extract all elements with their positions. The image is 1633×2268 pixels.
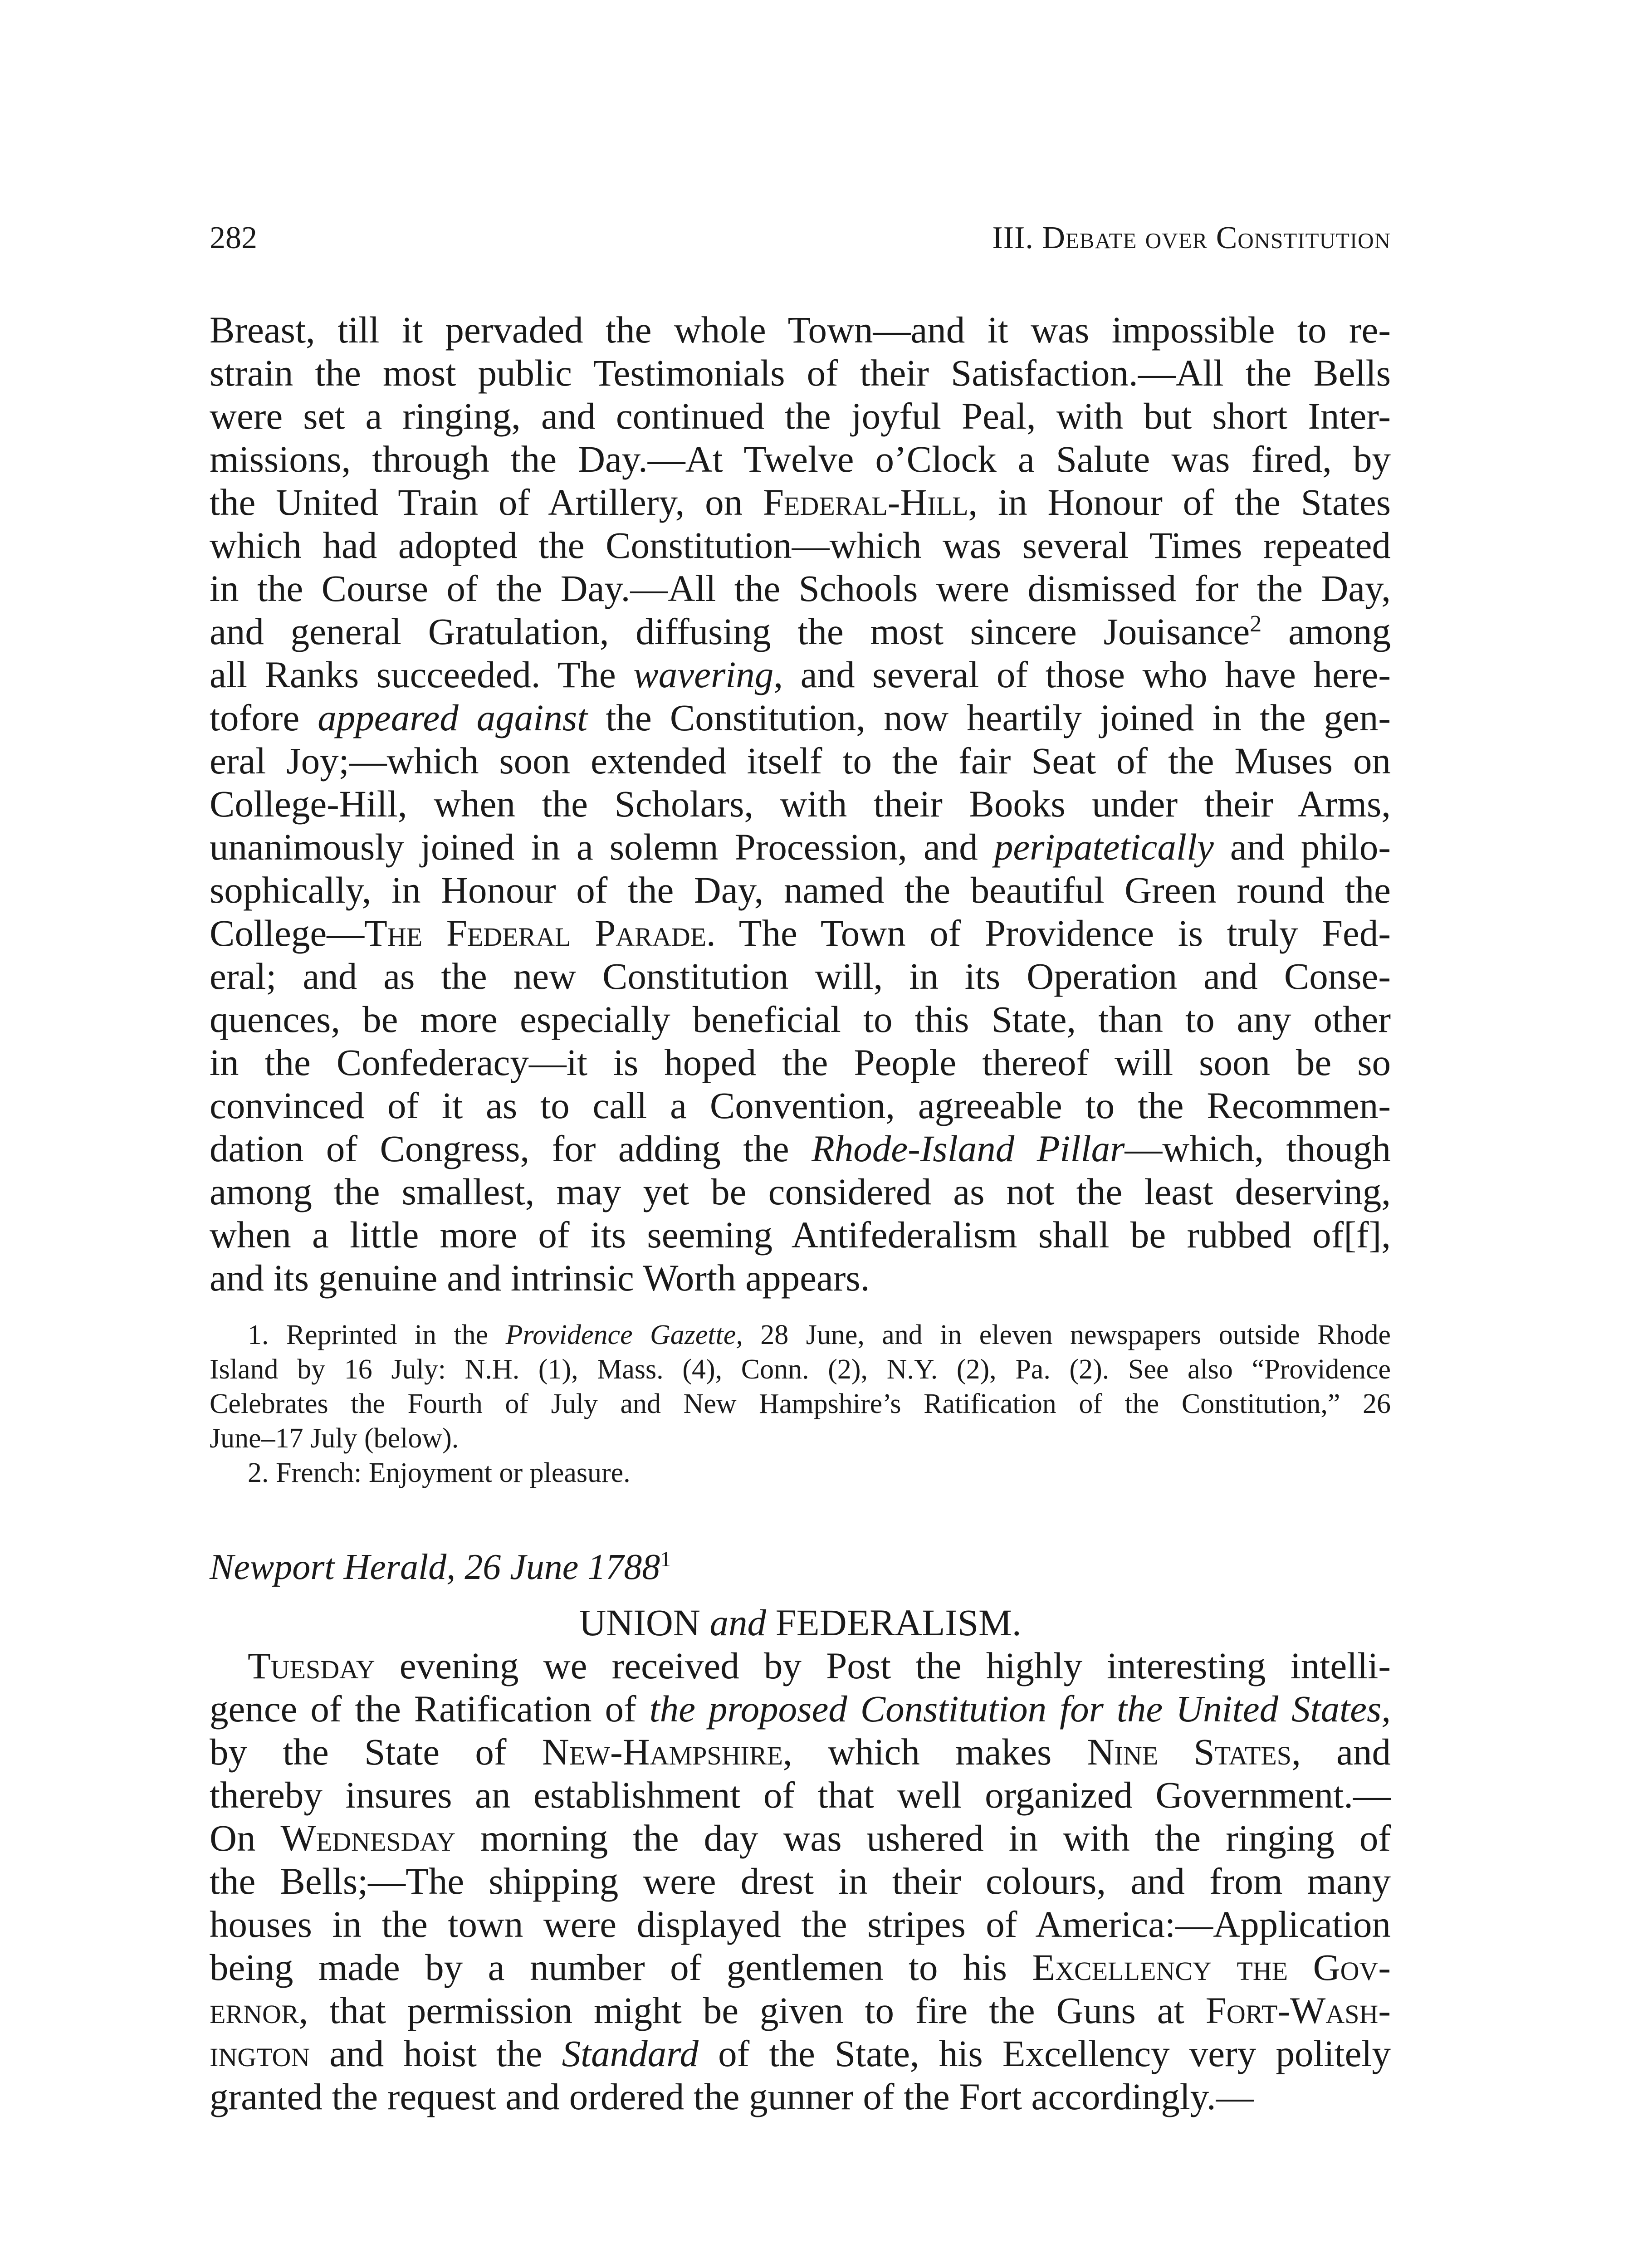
body-line: and its genuine and intrinsic Worth appears. xyxy=(210,1257,870,1299)
body-line: gence of the Ratification of the proposed Constitution for the United States, xyxy=(210,1688,1391,1730)
body-line: tofore appeared against the Constitution, now heartily joined in the gen- xyxy=(210,697,1391,738)
federal-hill-name: Federal-Hill xyxy=(763,481,968,523)
body-line: eral Joy;—which soon extended itself to the fair Seat of the Muses on xyxy=(210,740,1391,782)
providence-gazette-italic: Providence Gazette, xyxy=(505,1320,743,1350)
footnote-ref-2: 2 xyxy=(1250,611,1262,637)
federal-parade-name: The Federal Parade xyxy=(364,912,707,954)
body-line: in the Confederacy—it is hoped the People thereof will soon be so xyxy=(210,1041,1391,1083)
page-number: 282 xyxy=(210,220,257,255)
appeared-against-italic: appeared against xyxy=(318,697,588,738)
footnote-1-line: June–17 July (below). xyxy=(210,1423,459,1454)
body-line: the United Train of Artillery, on Federal-Hill, in Honour of the States xyxy=(210,481,1391,523)
body-line: strain the most public Testimonials of their Satisfaction.—All the Bells xyxy=(210,352,1391,394)
body-line: all Ranks succeeded. The wavering, and several of those who have here- xyxy=(210,654,1391,695)
body-line: houses in the town were displayed the stripes of America:—Application xyxy=(210,1903,1391,1945)
footnotes xyxy=(210,1318,1391,1490)
body-line: On Wednesday morning the day was ushered in with the ringing of xyxy=(210,1817,1391,1859)
body-line: the Bells;—The shipping were drest in their colours, and from many xyxy=(210,1860,1391,1902)
body-line: and general Gratulation, diffusing the most sincere Jouisance$^2$ among xyxy=(210,611,1391,652)
body-line: eral; and as the new Constitution will, in its Operation and Conse- xyxy=(210,955,1391,997)
body-line: Tuesday evening we received by Post the highly interesting intelli- xyxy=(248,1645,1391,1686)
body-line: missions, through the Day.—At Twelve o’Clock a Salute was fired, by xyxy=(210,438,1391,480)
body-line: which had adopted the Constitution—which was several Times repeated xyxy=(210,524,1391,566)
body-line: when a little more of its seeming Antifederalism shall be rubbed of[f], xyxy=(210,1214,1391,1256)
newport-herald-article xyxy=(210,1601,1391,2118)
wavering-italic: wavering xyxy=(633,654,774,695)
body-line: in the Course of the Day.—All the Schools were dismissed for the Day, xyxy=(210,567,1391,609)
peripatetically-italic: peripatetically xyxy=(994,826,1214,868)
body-line: sophically, in Honour of the Day, named the beautiful Green round the xyxy=(210,869,1391,911)
article-headline: UNION and FEDERALISM. xyxy=(579,1602,1022,1643)
body-line: among the smallest, may yet be considered as not the least deserving, xyxy=(210,1171,1391,1212)
article-dateline: Newport Herald, 26 June 1788$^1$ xyxy=(210,1547,671,1587)
footnote-ref-1: 1 xyxy=(660,1547,671,1571)
body-line: College-Hill, when the Scholars, with their Books under their Arms, xyxy=(210,783,1391,825)
body-line: Breast, till it pervaded the whole Town—and it was impossible to re- xyxy=(210,309,1391,351)
body-line: ington and hoist the Standard of the State, his Excellency very politely xyxy=(210,2033,1391,2074)
footnote-2: 2. French: Enjoyment or pleasure. xyxy=(248,1457,631,1488)
body-line: by the State of New-Hampshire, which makes Nine States, and xyxy=(210,1731,1391,1773)
running-head xyxy=(210,218,1391,259)
body-line: unanimously joined in a solemn Procession, and peripatetically and philo- xyxy=(210,826,1391,868)
body-line: being made by a number of gentlemen to his Excellency the Gov- xyxy=(210,1946,1391,1988)
footnote-1-line: Celebrates the Fourth of July and New Hampshire’s Ratification of the Constitution,” 26 xyxy=(210,1388,1391,1419)
body-text-continued xyxy=(210,308,1391,1300)
body-line: thereby insures an establishment of that well organized Government.— xyxy=(210,1774,1391,1816)
body-line: convinced of it as to call a Convention, agreeable to the Recommen- xyxy=(210,1085,1391,1126)
body-line: ernor, that permission might be given to fire the Guns at Fort-Wash- xyxy=(210,1989,1391,2031)
footnote-1-line: Island by 16 July: N.H. (1), Mass. (4), Conn. (2), N.Y. (2), Pa. (2). See also “Providence xyxy=(210,1354,1391,1385)
footnote-1-line: 1. Reprinted in the Providence Gazette, 28 June, and in eleven newspapers outside Rhode xyxy=(248,1320,1391,1350)
body-line: granted the request and ordered the gunner of the Fort accordingly.— xyxy=(210,2076,1254,2117)
rhode-island-pillar-italic: Rhode-Island Pillar xyxy=(812,1128,1125,1169)
body-line: quences, be more especially beneficial to this State, than to any other xyxy=(210,998,1391,1040)
body-line: College—The Federal Parade. The Town of Providence is truly Fed- xyxy=(210,912,1391,954)
body-line: were set a ringing, and continued the joyful Peal, with but short Inter- xyxy=(210,395,1391,437)
running-head-title: III. Debate over Constitution xyxy=(992,220,1391,255)
body-line: dation of Congress, for adding the Rhode-Island Pillar—which, though xyxy=(210,1128,1391,1169)
